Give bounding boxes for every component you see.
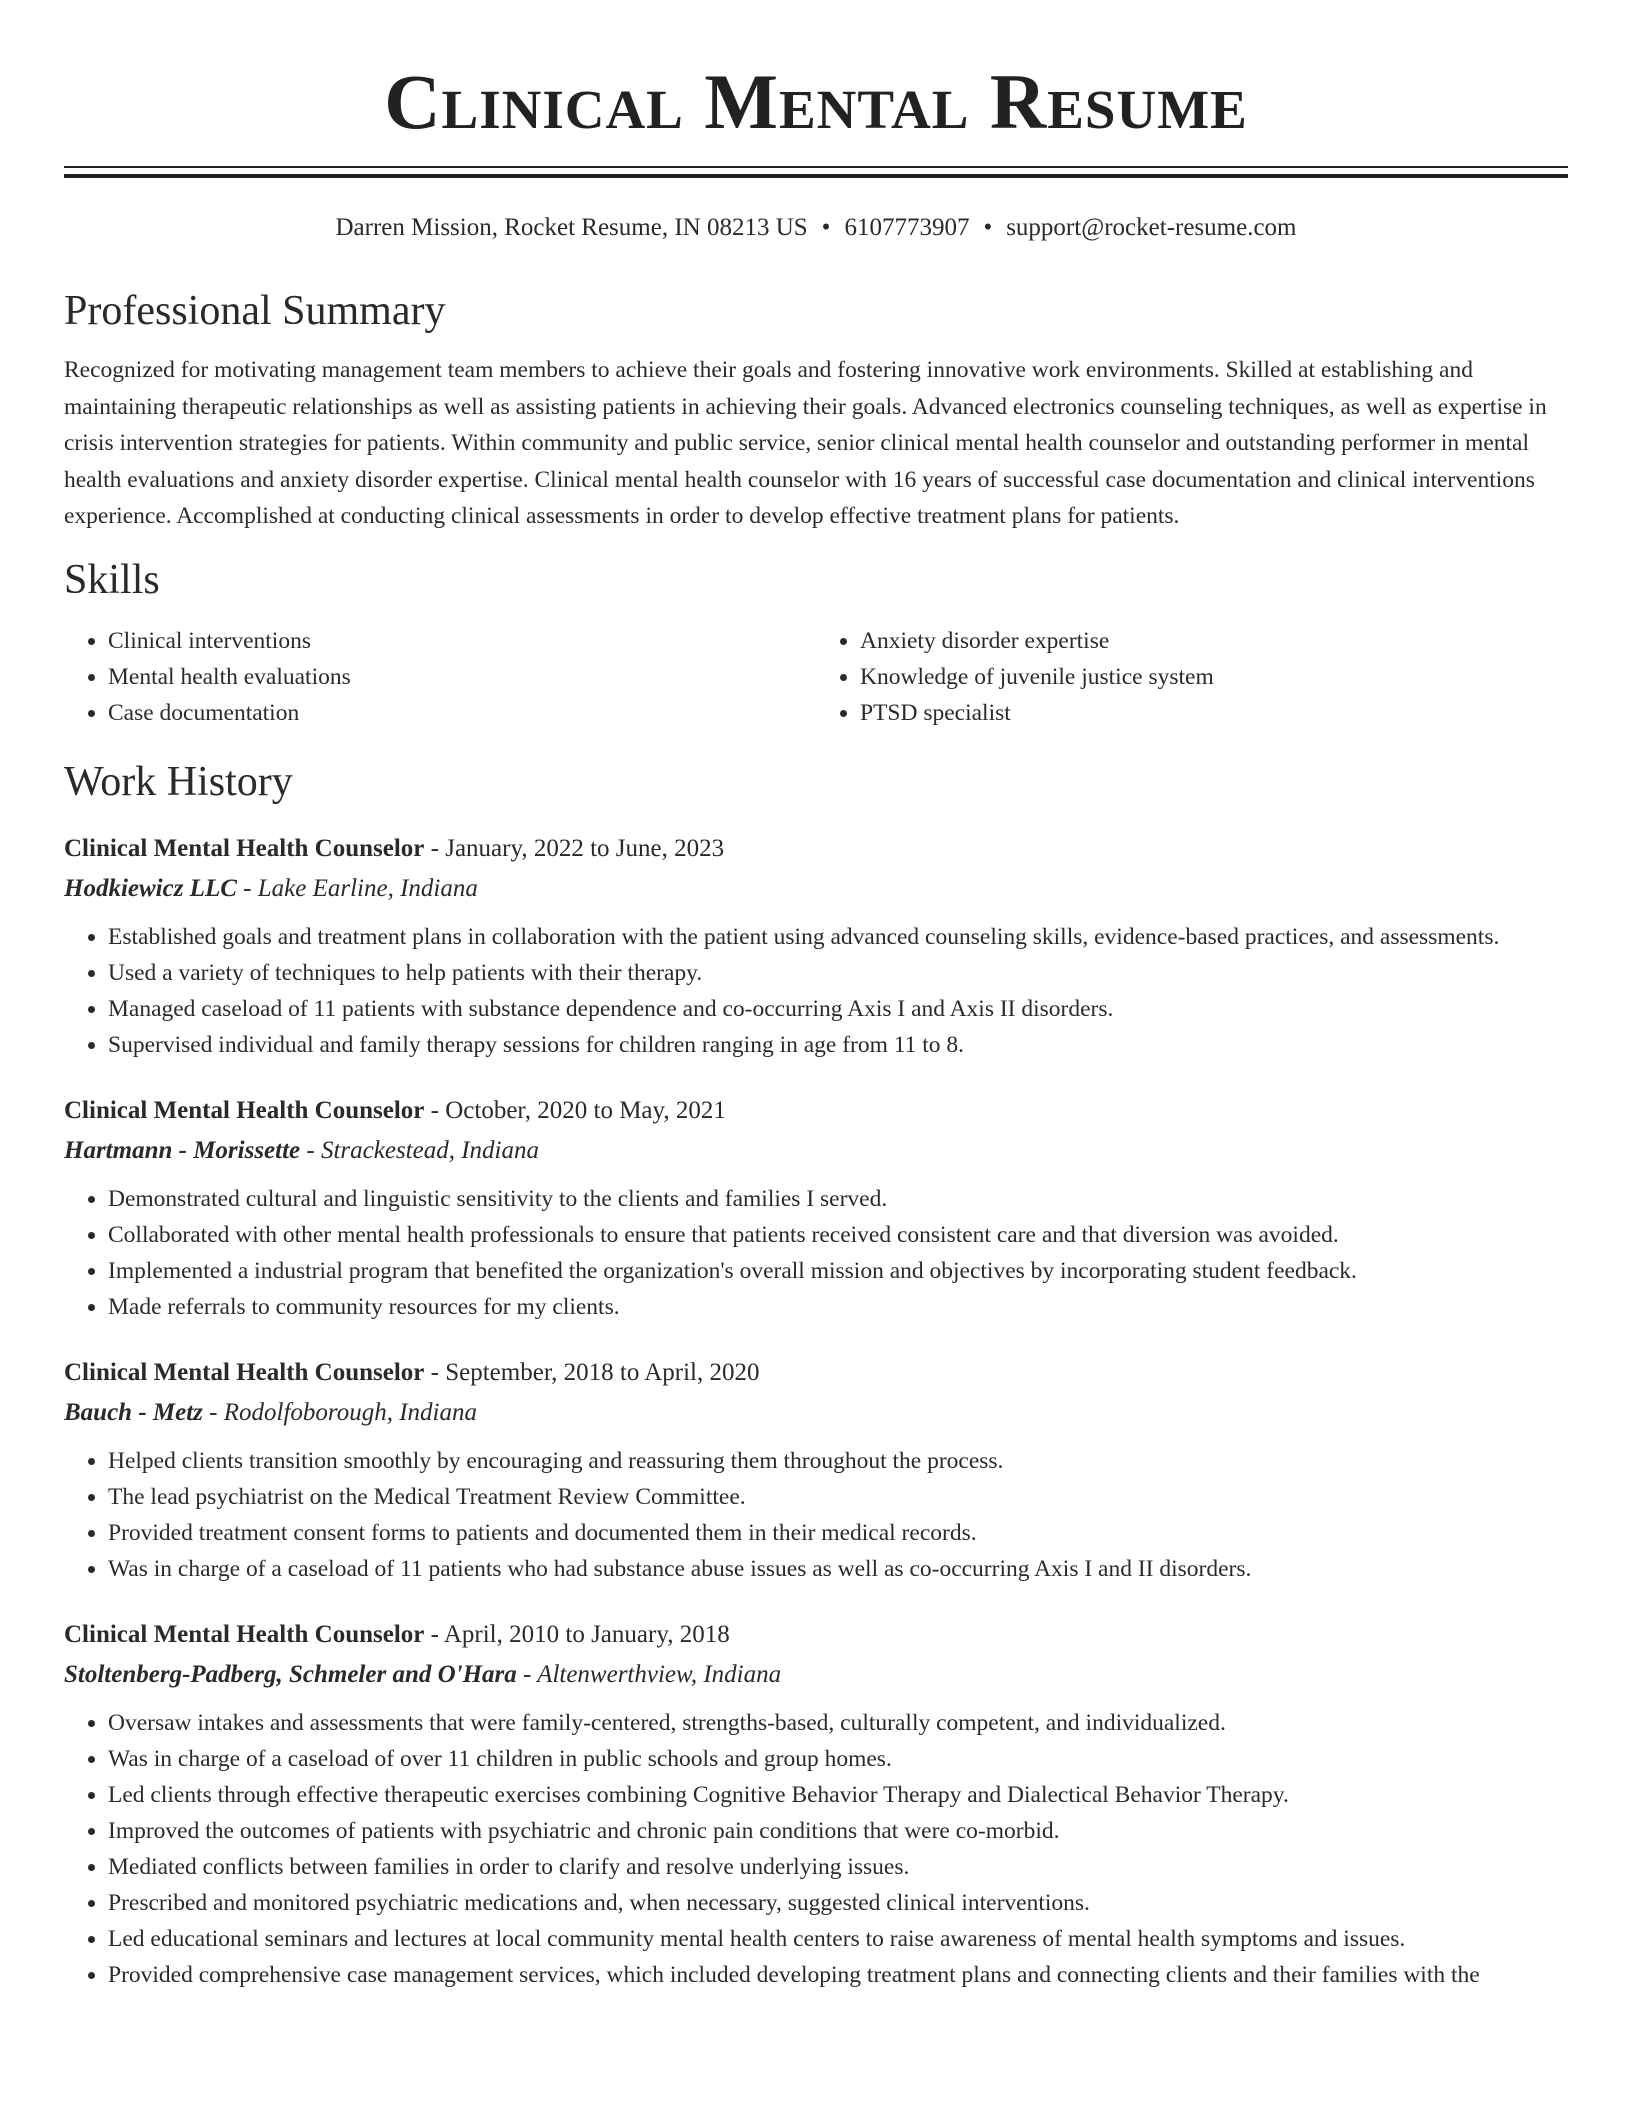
job-company-line: Stoltenberg-Padberg, Schmeler and O'Hara - Altenwerthview, Indiana (64, 1660, 782, 1688)
contact-line (64, 212, 1568, 244)
skills-heading: Skills (64, 556, 160, 603)
job-bullet: • Established goals and treatment plans in collaboration with the patient using advanced counseling skills, evidence-based practices, and assessments. (108, 919, 1568, 955)
job-bullets (64, 1705, 1568, 1993)
job-bullet: • Oversaw intakes and assessments that were family-centered, strengths-based, culturally competent, and individualized. (108, 1705, 1568, 1741)
company-location: Strackestead, Indiana (320, 1136, 539, 1164)
resume-page (64, 0, 1568, 1993)
job-bullet: • Was in charge of a caseload of 11 patients who had substance abuse issues as well as co-occurring Axis I and II disorders. (108, 1551, 1568, 1587)
job-company-line: Hodkiewicz LLC - Lake Earline, Indiana (64, 874, 478, 902)
job-bullet: • Mediated conflicts between families in order to clarify and resolve underlying issues. (108, 1849, 1568, 1885)
skills-column-left (64, 623, 816, 731)
contact-separator: • (983, 214, 993, 241)
skill-item: • Case documentation (108, 695, 816, 731)
job-title-line: Clinical Mental Health Counselor - January, 2022 to June, 2023 (64, 834, 725, 862)
job-bullet: • Prescribed and monitored psychiatric medications and, when necessary, suggested clinical interventions. (108, 1885, 1568, 1921)
job-title: Clinical Mental Health Counselor (64, 834, 425, 862)
job-dates: October, 2020 to May, 2021 (445, 1096, 726, 1124)
work-history-heading: Work History (64, 758, 293, 805)
job-dates: April, 2010 to January, 2018 (443, 1620, 730, 1648)
job-dates: January, 2022 to June, 2023 (445, 834, 725, 862)
contact-address: Darren Mission, Rocket Resume, IN 08213 US (335, 214, 808, 241)
job-bullet: • Implemented a industrial program that benefited the organization's overall mission and objectives by incorporating student feedback. (108, 1253, 1568, 1289)
company-name: Bauch - Metz (64, 1398, 203, 1426)
skill-item: • Clinical interventions (108, 623, 816, 659)
job-bullets (64, 1443, 1568, 1587)
summary-heading: Professional Summary (64, 288, 446, 334)
contact-separator: • (821, 214, 831, 241)
job-title-line: Clinical Mental Health Counselor - September, 2018 to April, 2020 (64, 1358, 760, 1386)
job-bullet: • Led educational seminars and lectures at local community mental health centers to raise awareness of mental health symptoms and issues. (108, 1921, 1568, 1957)
skills-list (64, 623, 1568, 731)
skill-item: • Mental health evaluations (108, 659, 816, 695)
company-name: Hartmann - Morissette (64, 1136, 301, 1164)
job-title-line: Clinical Mental Health Counselor - October, 2020 to May, 2021 (64, 1096, 726, 1124)
job-entry (64, 1091, 1568, 1325)
title-divider-thick (64, 174, 1568, 178)
job-bullet: • Improved the outcomes of patients with psychiatric and chronic pain conditions that were co-morbid. (108, 1813, 1568, 1849)
skills-column-right (816, 623, 1568, 731)
job-bullet: • Supervised individual and family therapy sessions for children ranging in age from 11 to 8. (108, 1027, 1568, 1063)
job-company-line: Bauch - Metz - Rodolfoborough, Indiana (64, 1398, 477, 1426)
summary-text: Recognized for motivating management team members to achieve their goals and fostering innovative work environments. Skilled at establishing and maintaining therapeutic relationships as well as assisting patients in achieving their goals. Advanced electronics counseling techniques, as well as expertise in crisis intervention strategies for patients. Within community and public service, senior clinical mental health counselor and outstanding performer in mental health evaluations and anxiety disorder expertise. Clinical mental health counselor with 16 years of successful case documentation and clinical interventions experience. Accomplished at conducting clinical assessments in order to develop effective treatment plans for patients. (64, 357, 1547, 530)
job-bullet: • Used a variety of techniques to help patients with their therapy. (108, 955, 1568, 991)
job-dates: September, 2018 to April, 2020 (445, 1358, 760, 1386)
job-entry (64, 1353, 1568, 1587)
job-title: Clinical Mental Health Counselor (64, 1096, 425, 1124)
job-bullets (64, 919, 1568, 1063)
job-bullet: • Provided treatment consent forms to patients and documented them in their medical records. (108, 1515, 1568, 1551)
contact-phone: 6107773907 (844, 214, 970, 241)
skill-item: • Anxiety disorder expertise (860, 623, 1568, 659)
resume-title: Clinical Mental Resume (384, 58, 1248, 145)
company-name: Hodkiewicz LLC (64, 874, 237, 902)
job-entry (64, 829, 1568, 1063)
company-location: Lake Earline, Indiana (257, 874, 478, 902)
job-bullets (64, 1181, 1568, 1325)
job-bullet: • Managed caseload of 11 patients with substance dependence and co-occurring Axis I and Axis II disorders. (108, 991, 1568, 1027)
job-title-line: Clinical Mental Health Counselor - April, 2010 to January, 2018 (64, 1620, 730, 1648)
contact-email: support@rocket-resume.com (1006, 214, 1297, 241)
job-title: Clinical Mental Health Counselor (64, 1620, 425, 1648)
company-name: Stoltenberg-Padberg, Schmeler and O'Hara (64, 1660, 517, 1688)
job-bullet: • Provided comprehensive case management services, which included developing treatment plans and connecting clients and their families with the (108, 1957, 1568, 1993)
company-location: Rodolfoborough, Indiana (223, 1398, 477, 1426)
job-bullet: • Led clients through effective therapeutic exercises combining Cognitive Behavior Therapy and Dialectical Behavior Therapy. (108, 1777, 1568, 1813)
skill-item: • PTSD specialist (860, 695, 1568, 731)
job-bullet: • Made referrals to community resources for my clients. (108, 1289, 1568, 1325)
job-bullet: • Demonstrated cultural and linguistic sensitivity to the clients and families I served. (108, 1181, 1568, 1217)
job-bullet: • Was in charge of a caseload of over 11 children in public schools and group homes. (108, 1741, 1568, 1777)
job-bullet: • Collaborated with other mental health professionals to ensure that patients received consistent care and that diversion was avoided. (108, 1217, 1568, 1253)
job-company-line: Hartmann - Morissette - Strackestead, Indiana (64, 1136, 539, 1164)
skill-item: • Knowledge of juvenile justice system (860, 659, 1568, 695)
company-location: Altenwerthview, Indiana (537, 1660, 782, 1688)
job-entry (64, 1615, 1568, 1993)
job-title: Clinical Mental Health Counselor (64, 1358, 425, 1386)
job-bullet: • Helped clients transition smoothly by encouraging and reassuring them throughout the process. (108, 1443, 1568, 1479)
job-bullet: • The lead psychiatrist on the Medical Treatment Review Committee. (108, 1479, 1568, 1515)
title-divider-thin (64, 166, 1568, 168)
